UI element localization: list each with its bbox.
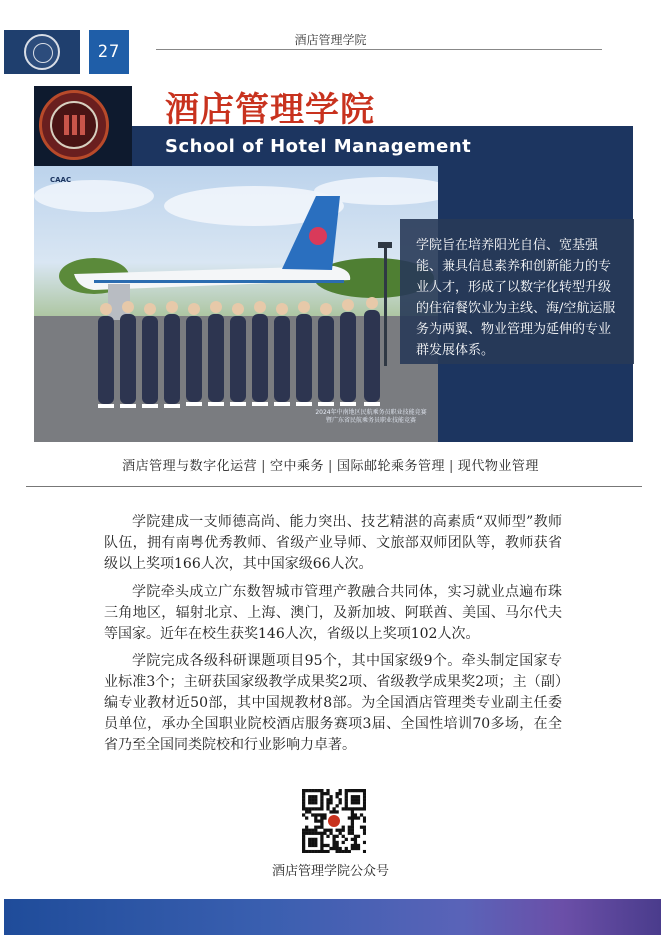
major-item: 空中乘务 [270,459,325,474]
qr-code-icon [302,789,366,853]
school-emblem-icon [39,90,109,160]
section-divider [26,486,642,487]
qr-center-logo-icon [328,815,340,827]
running-head: 酒店管理学院 [294,33,367,47]
intro-text: 学院旨在培养阳光自信、宽基强能、兼具信息素养和创新能力的专业人才，形成了以数字化转型升级的住宿餐饮业为主线、海/空航运服务为两翼、物业管理为延伸的专业群发展体系。 [416,238,616,358]
qr-label: 酒店管理学院公众号 [271,864,389,879]
paragraph-partnerships: 学院牵头成立广东数智城市管理产教融合共同体，实习就业点遍布珠三角地区，辐射北京、上海、澳门，及新加坡、阿联酋、美国、马尔代夫等国家。近年在校生获奖146人次，省级以上奖项102人次。 [104,584,562,642]
page-number: 27 [89,30,129,74]
major-separator: | [328,459,333,474]
header-divider [156,49,602,50]
photo-caption: 2024年中南地区民航乘务员职业技能竞赛 暨广东省民航乘务员职业技能竞赛 [315,409,427,424]
major-item: 酒店管理与数字化运营 [122,459,258,474]
major-item: 现代物业管理 [457,459,539,474]
school-title: 酒店管理学院 [165,90,375,130]
majors-list [0,455,661,474]
major-item: 国际邮轮乘务管理 [336,459,445,474]
school-title-english: School of Hotel Management [165,136,472,157]
intro-overlay [400,219,634,364]
caac-logo: CAAC [50,176,72,184]
qr-code[interactable] [302,789,366,853]
paragraph-research: 学院完成各级科研课题项目95个，其中国家级9个。牵头制定国家专业标准3个；主研获国家级教学成果奖2项、省级教学成果奖2项；主（副）编专业教材近50部，其中国规教材8部。为全国酒店管理类专业副主任委员单位，承办全国职业院校酒店服务赛项3届、全国性培训70多场，在全省乃至全国同类院校和行业影响力卓著。 [104,653,562,753]
footer-bar [4,899,661,935]
emblem-backdrop-corner [112,86,132,126]
major-separator: | [261,459,267,474]
students-photo [34,166,438,442]
paragraph-faculty: 学院建成一支师德高尚、能力突出、技艺精湛的高素质“双师型”教师队伍，拥有南粤优秀教师、省级产业导师、文旅部双师团队等，教师获省级以上奖项166人次，其中国家级66人次。 [104,514,562,572]
major-separator: | [448,459,454,474]
airplane-group-photo [34,166,438,442]
